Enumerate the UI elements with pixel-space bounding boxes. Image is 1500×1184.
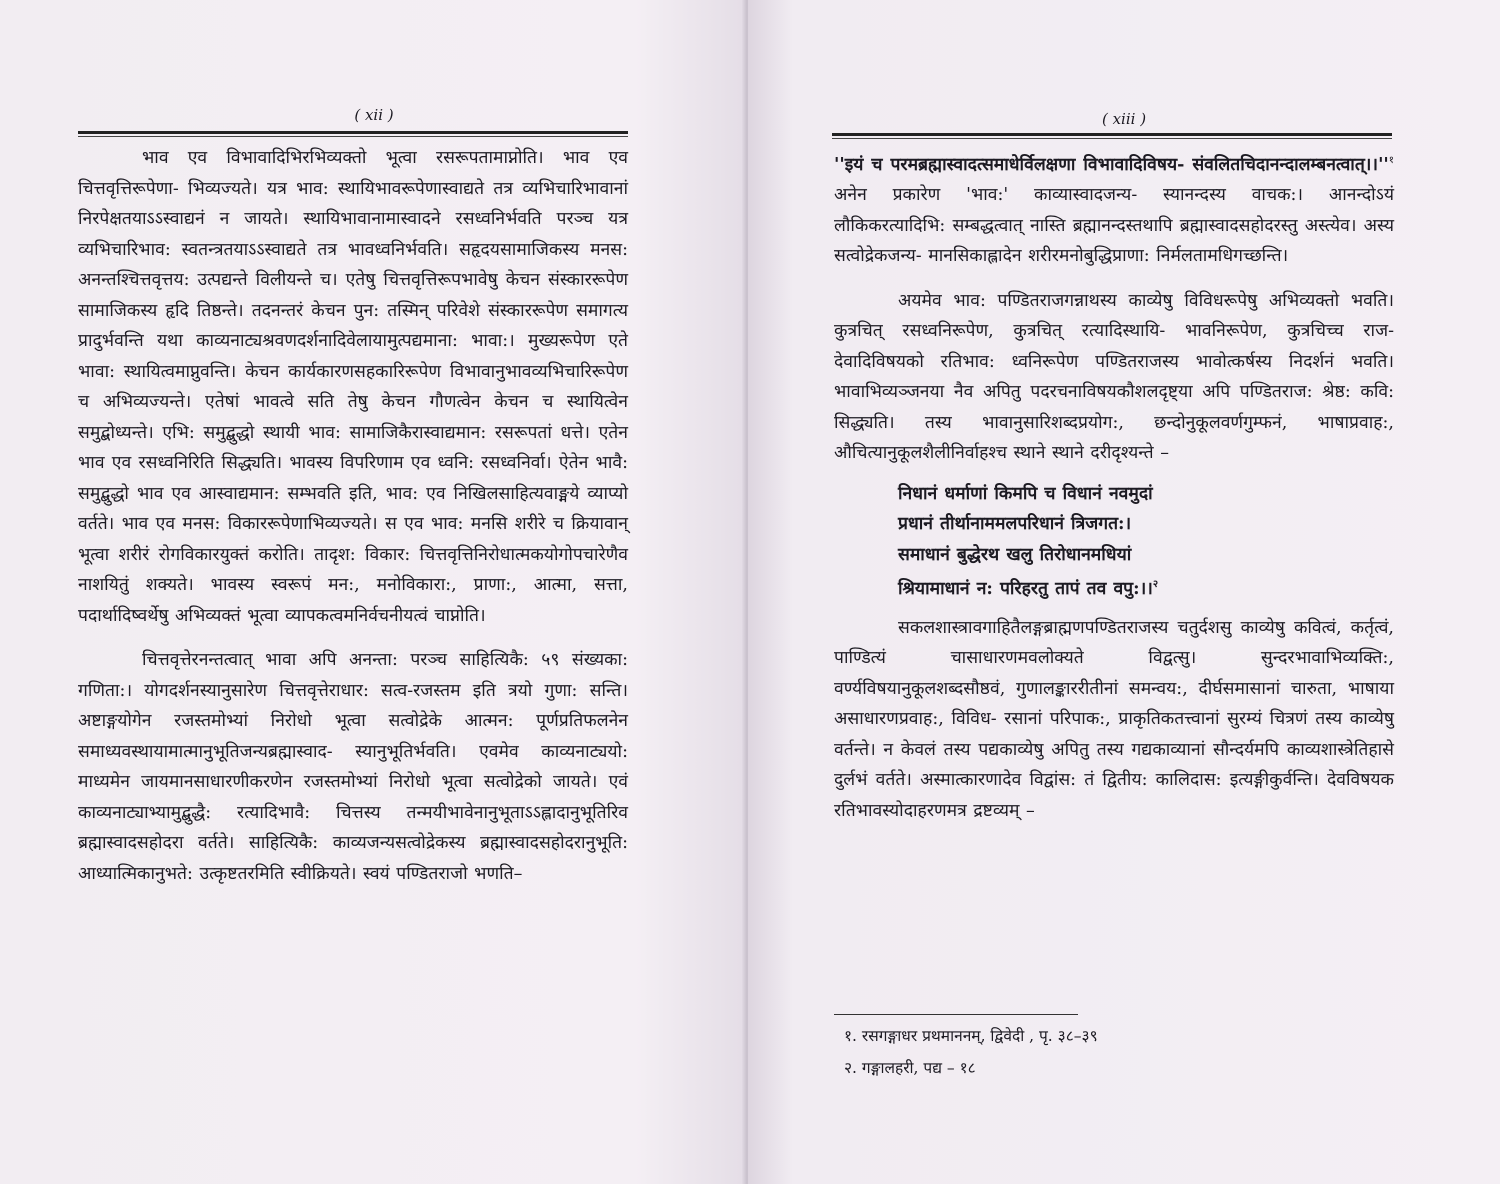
- footnotes: [844, 1020, 1098, 1084]
- verse-line: समाधानं बुद्धेरथ खलु तिरोधानमधियां: [898, 544, 1132, 565]
- paragraph: सकलशास्त्रावगाहितैलङ्गब्राह्मणपण्डितराजस्य चतुर्दशसु काव्येषु कवित्वं, कर्तृत्वं, पाण्डित्यं चासाधारणमवलोक्यते विद्वत्सु। सुन्दरभावाभिव्यक्ति:, वर्ण्यविषयानुकूलशब्दसौष्ठवं, गुणालङ्काररीतीनां समन्वय:, दीर्घसमासानां चारुता, भाषाया असाधारणप्रवाह:, विविध- रसानां परिपाक:, प्राकृतिकतत्त्वानां सुरम्यं चित्रणं तस्य काव्येषु वर्तन्ते। न केवलं तस्य पद्यकाव्येषु अपितु तस्य गद्यकाव्यानां सौन्दर्यमपि काव्यशास्त्रेतिहासे दुर्लभं वर्तते। अस्मात्कारणादेव विद्वांस: तं द्वितीय: कालिदास: इत्यङ्गीकुर्वन्ति। देवविषयक रतिभावस्योदाहरणमत्र द्रष्टव्यम् –: [834, 617, 1394, 821]
- page-number: ( xiii ): [1101, 110, 1147, 128]
- verse-block: [898, 479, 1394, 605]
- paragraph: चित्तवृत्तेरनन्तत्वात् भावा अपि अनन्ता: परञ्च साहित्यिकै: ५९ संख्यका: गणिता:। योगदर्शनस्यानुसारेण चित्तवृत्तेराधार: सत्व-रजस्तम इति त्रयो गुणा: सन्ति। अष्टाङ्गयोगेन रजस्तमोभ्यां निरोधो भूत्वा सत्वोद्रेके आत्मन: पूर्णप्रतिफलनेन समाध्यवस्थायामात्मानुभूतिजन्यब्रह्मास्वाद- स्यानुभूतिर्भवति। एवमेव काव्यनाट्ययो: माध्यमेन जायमानसाधारणीकरणेन रजस्तमोभ्यां निरोधो भूत्वा सत्वोद्रेको जायते। एवं काव्यनाट्याभ्यामुद्बुद्धै: रत्यादिभावै: चित्तस्य तन्मयीभावेनानुभूताऽऽह्लादानुभूतिरिव ब्रह्मास्वादसहोदरा वर्तते। साहित्यिकै: काव्यजन्यसत्वोद्रेकस्य ब्रह्मास्वादसहोदरानुभूति: आध्यात्मिकानुभते: उत्कृष्टतरमिति स्वीक्रियते। स्वयं पण्डितराजो भणति–: [78, 650, 628, 884]
- left-page: [0, 0, 748, 1184]
- footnote-marker: २: [1152, 579, 1159, 591]
- right-page: [748, 0, 1500, 1184]
- verse-line-text: श्रियामाधानं न: परिहरतु तापं तव वपु:।।: [898, 579, 1153, 600]
- page-body: [78, 143, 628, 889]
- footnote-marker: १: [1388, 155, 1394, 166]
- quotation-continuation: अनेन प्रकारेण 'भाव:' काव्यास्वादजन्य- स्यानन्दस्य वाचक:। आनन्दोऽयं लौकिकरत्यादिभि: सम्बद्धत्वात् नास्ति ब्रह्मानन्दस्तथापि ब्रह्मास्वादसहोदरस्तु अस्त्येव। अस्य सत्वोद्रेकजन्य- मानसिकाह्लादेन शरीरमनोबुद्धिप्राणा: निर्मलतामधिगच्छन्ति।: [834, 185, 1394, 267]
- header-rule: [78, 131, 628, 134]
- footnote: १. रसगङ्गाधर प्रथमाननम्, द्विवेदी , पृ. ३८–३९: [844, 1027, 1098, 1045]
- footnote-rule: [834, 1014, 1078, 1015]
- verse-line: प्रधानं तीर्थानाममलपरिधानं त्रिजगत:।: [898, 514, 1132, 535]
- quotation: ''इयं च परमब्रह्मास्वादत्समाधेर्विलक्षणा विभावादिविषय- संवलितचिदानन्दालम्बनत्वात्।।'': [834, 154, 1389, 175]
- paragraph: अयमेव भाव: पण्डितराजगन्नाथस्य काव्येषु विविधरूपेषु अभिव्यक्तो भवति। कुत्रचित् रसध्वनिरूपेण, कुत्रचित् रत्यादिस्थायि- भावनिरूपेण, कुत्रचिच्च राज-देवादिविषयको रतिभाव: ध्वनिरूपेण पण्डितराजस्य भावोत्कर्षस्य निदर्शनं भवति। भावाभिव्यञ्जनया नैव अपितु पदरचनाविषयकौशलदृष्ट्या अपि पण्डितराज: श्रेष्ठ: कवि: सिद्ध्यति। तस्य भावानुसारिशब्दप्रयोग:, छन्दोनुकूलवर्णगुम्फनं, भाषाप्रवाह:, औचित्यानुकूलशैलीनिर्वाहश्च स्थाने स्थाने दरीदृश्यन्ते –: [834, 290, 1394, 464]
- page-body: [834, 146, 1394, 826]
- footnote: २. गङ्गालहरी, पद्य – १८: [844, 1059, 976, 1077]
- verse-line: निधानं धर्माणां किमपि च विधानं नवमुदां: [898, 483, 1153, 504]
- paragraph: भाव एव विभावादिभिरभिव्यक्तो भूत्वा रसरूपतामाप्नोति। भाव एव चित्तवृत्तिरूपेणा- भिव्यज्यते। यत्र भाव: स्थायिभावरूपेणास्वाद्यते तत्र व्यभिचारिभावानां निरपेक्षतयाऽऽस्वाद्यनं न जायते। स्थायिभावानामास्वादने रसध्वनिर्भवति परञ्च यत्र व्यभिचारिभाव: स्वतन्त्रतयाऽऽस्वाद्यते तत्र भावध्वनिर्भवति। सहृदयसामाजिकस्य मनस: अनन्तश्चित्तवृत्तय: उत्पद्यन्ते विलीयन्ते च। एतेषु चित्तवृत्तिरूपभावेषु केचन संस्काररूपेण सामाजिकस्य हृदि तिष्ठन्ते। तदनन्तरं केचन पुन: तस्मिन् परिवेशे संस्काररूपेण समागत्य प्रादुर्भवन्ति यथा काव्यनाट्यश्रवणदर्शनादिवेलायामुत्पद्यमाना: भावा:। मुख्यरूपेण एते भावा: स्थायित्वमाप्नुवन्ति। केचन कार्यकारणसहकारिरूपेण विभावानुभावव्यभिचारिरूपेण च अभिव्यज्यन्ते। एतेषां भावत्वे सति तेषु केचन गौणत्वेन केचन च स्थायित्वेन समुद्बोध्यन्ते। एभि: समुद्बुद्धो स्थायी भाव: सामाजिकैरास्वाद्यमान: रसरूपतां धत्ते। एतेन भाव एव रसध्वनिरिति सिद्ध्यति। भावस्य विपरिणाम एव ध्वनि: रसध्वनिर्वा। ऐतेन भावै: समुद्बुद्धो भाव एव आस्वाद्यमान: सम्भवति इति, भाव: एव निखिलसाहित्यवाङ्मये व्याप्यो वर्तते। भाव एव मनस: विकाररूपेणाभिव्यज्यते। स एव भाव: मनसि शरीरे च क्रियावान् भूत्वा शरीरं रोगविकारयुक्तं करोति। तादृश: विकार: चित्तवृत्तिनिरोधात्मकयोगोपचारेणैव नाशयितुं शक्यते। भावस्य स्वरूपं मन:, मनोविकारा:, प्राणा:, आत्मा, सत्ता, पदार्थादिष्वर्थेषु अभिव्यक्तं भूत्वा व्यापकत्वमनिर्वचनीयत्वं चाप्नोति।: [78, 148, 628, 626]
- paragraph: [834, 146, 1394, 272]
- header-rule-thin: [832, 138, 1392, 139]
- header-rule: [832, 133, 1392, 136]
- page-number: ( xii ): [354, 106, 394, 124]
- verse-line: [898, 570, 1394, 604]
- header-rule-thin: [78, 136, 628, 137]
